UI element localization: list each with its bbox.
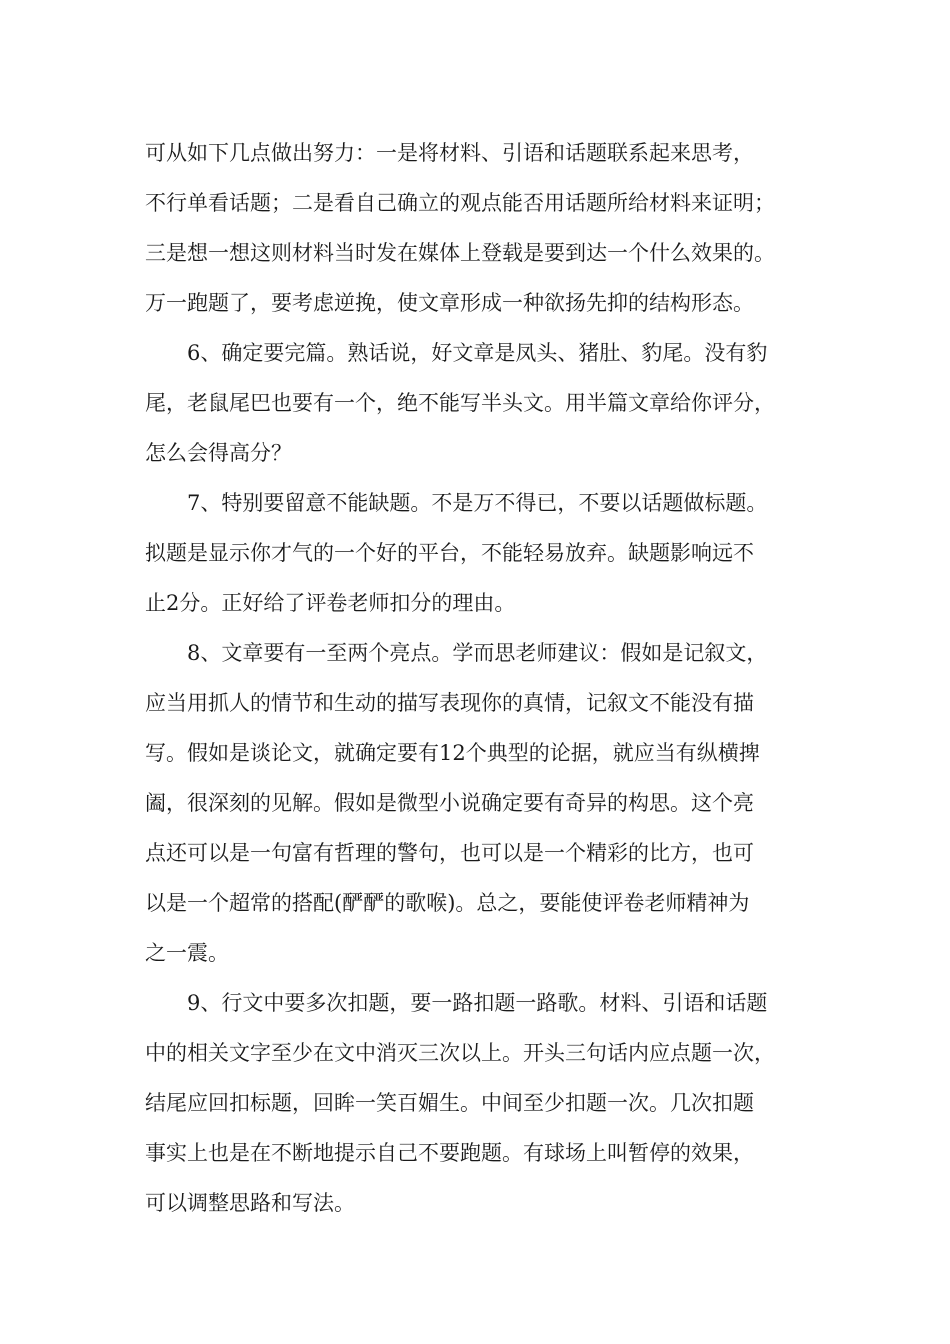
- text-line: 7、特别要留意不能缺题。不是万不得已，不要以话题做标题。: [187, 491, 768, 515]
- paragraph-item-7: [145, 478, 825, 628]
- text-line: 9、行文中要多次扣题，要一路扣题一路歌。材料、引语和话题: [187, 991, 768, 1015]
- text-line: 点还可以是一句富有哲理的警句，也可以是一个精彩的比方，也可: [145, 841, 754, 865]
- paragraph-item-9: [145, 978, 825, 1228]
- text-line: 三是想一想这则材料当时发在媒体上登载是要到达一个什么效果的。: [145, 241, 775, 265]
- text-line: 中的相关文字至少在文中消灭三次以上。开头三句话内应点题一次，: [145, 1041, 775, 1065]
- paragraph-continuation: [145, 128, 825, 328]
- text-line: 以是一个超常的搭配(酽酽的歌喉)。总之，要能使评卷老师精神为: [145, 891, 750, 915]
- text-line: 尾，老鼠尾巴也要有一个，绝不能写半头文。用半篇文章给你评分，: [145, 391, 775, 415]
- text-line: 拟题是显示你才气的一个好的平台，不能轻易放弃。缺题影响远不: [145, 541, 754, 565]
- text-line: 之一震。: [145, 941, 229, 965]
- text-line: 结尾应回扣标题，回眸一笑百媚生。中间至少扣题一次。几次扣题: [145, 1091, 754, 1115]
- text-line: 阖，很深刻的见解。假如是微型小说确定要有奇异的构思。这个亮: [145, 791, 754, 815]
- text-line: 应当用抓人的情节和生动的描写表现你的真情，记叙文不能没有描: [145, 691, 754, 715]
- document-body: [145, 128, 825, 1228]
- text-line: 可以调整思路和写法。: [145, 1191, 355, 1215]
- paragraph-item-6: [145, 328, 825, 478]
- text-line: 可从如下几点做出努力：一是将材料、引语和话题联系起来思考，: [145, 141, 754, 165]
- paragraph-item-8: [145, 628, 825, 978]
- text-line: 8、文章要有一至两个亮点。学而思老师建议：假如是记叙文，: [187, 641, 768, 665]
- text-line: 止2分。正好给了评卷老师扣分的理由。: [145, 591, 516, 615]
- text-line: 写。假如是谈论文，就确定要有12个典型的论据，就应当有纵横捭: [145, 741, 760, 765]
- text-line: 不行单看话题；二是看自己确立的观点能否用话题所给材料来证明；: [145, 191, 775, 215]
- text-line: 万一跑题了，要考虑逆挽，使文章形成一种欲扬先抑的结构形态。: [145, 291, 754, 315]
- text-line: 6、确定要完篇。熟话说，好文章是凤头、猪肚、豹尾。没有豹: [187, 341, 768, 365]
- text-line: 事实上也是在不断地提示自己不要跑题。有球场上叫暂停的效果，: [145, 1141, 754, 1165]
- text-line: 怎么会得高分？: [145, 441, 292, 465]
